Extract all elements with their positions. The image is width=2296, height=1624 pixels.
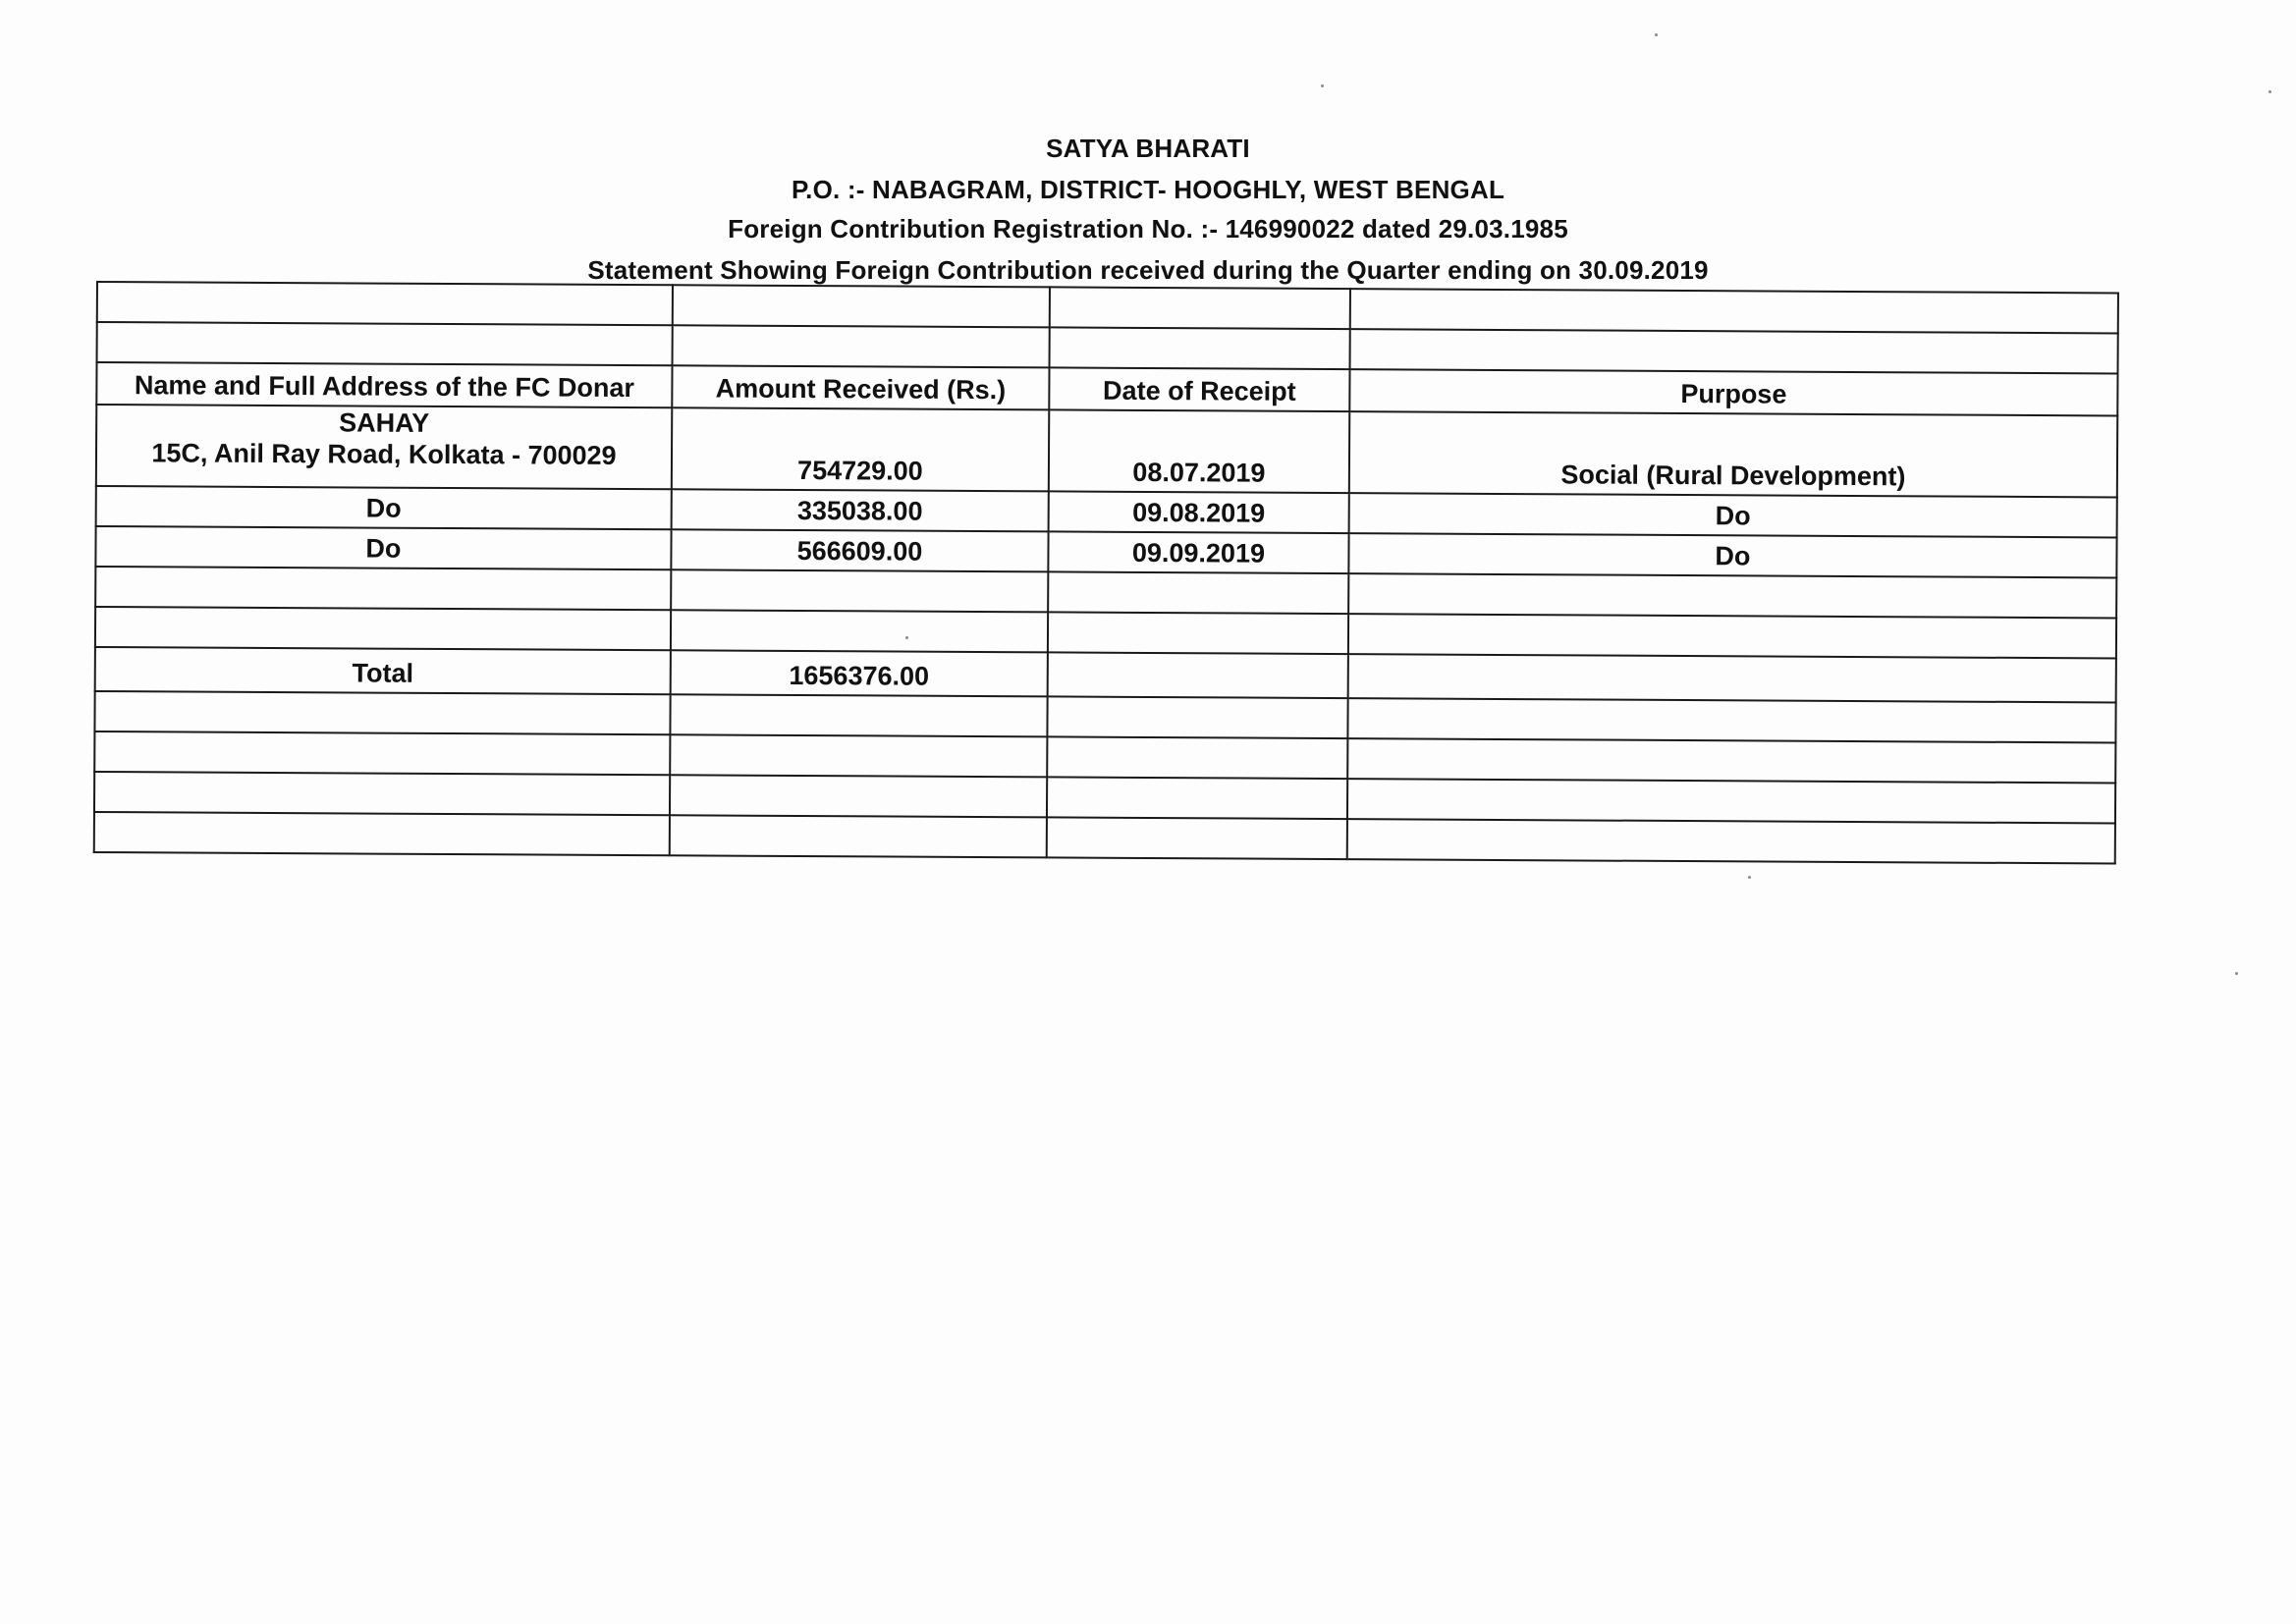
organization-address: P.O. :- NABAGRAM, DISTRICT- HOOGHLY, WEST BENGAL bbox=[791, 175, 1505, 204]
column-header-date: Date of Receipt bbox=[1049, 367, 1349, 411]
amount-cell: 754729.00 bbox=[672, 407, 1049, 491]
statement-title: Statement Showing Foreign Contribution received during the Quarter ending on 30.09.2019 bbox=[587, 255, 1709, 285]
purpose-cell: Do bbox=[1348, 533, 2116, 577]
contribution-table-wrapper bbox=[93, 281, 2117, 864]
scan-speck bbox=[1321, 84, 1324, 87]
amount-cell: 566609.00 bbox=[671, 529, 1048, 571]
donor-name: SAHAY bbox=[339, 407, 430, 438]
date-cell: 09.09.2019 bbox=[1048, 531, 1348, 573]
contribution-table bbox=[93, 281, 2119, 864]
column-header-purpose: Purpose bbox=[1349, 369, 2117, 415]
total-amount: 1656376.00 bbox=[671, 650, 1048, 696]
scan-speck bbox=[1655, 33, 1658, 36]
donor-address: 15C, Anil Ray Road, Kolkata - 700029 bbox=[151, 438, 617, 470]
scan-speck bbox=[1748, 876, 1751, 879]
table-row bbox=[96, 405, 2117, 497]
organization-name: SATYA BHARATI bbox=[1046, 134, 1250, 163]
donor-cell bbox=[96, 405, 672, 489]
scan-speck bbox=[2269, 90, 2271, 93]
donor-cell: Do bbox=[96, 486, 672, 529]
registration-number: Foreign Contribution Registration No. :- 146990022 dated 29.03.1985 bbox=[728, 214, 1568, 244]
purpose-cell: Do bbox=[1349, 493, 2117, 537]
total-label: Total bbox=[95, 647, 671, 694]
scan-speck bbox=[905, 636, 908, 639]
donor-cell: Do bbox=[95, 526, 671, 569]
date-cell: 09.08.2019 bbox=[1049, 491, 1349, 533]
column-header-amount: Amount Received (Rs.) bbox=[672, 365, 1049, 409]
date-cell: 08.07.2019 bbox=[1049, 409, 1349, 493]
purpose-cell: Social (Rural Development) bbox=[1349, 411, 2117, 497]
amount-cell: 335038.00 bbox=[672, 489, 1049, 531]
column-header-donor: Name and Full Address of the FC Donar bbox=[96, 362, 672, 407]
scan-speck bbox=[2235, 972, 2238, 975]
